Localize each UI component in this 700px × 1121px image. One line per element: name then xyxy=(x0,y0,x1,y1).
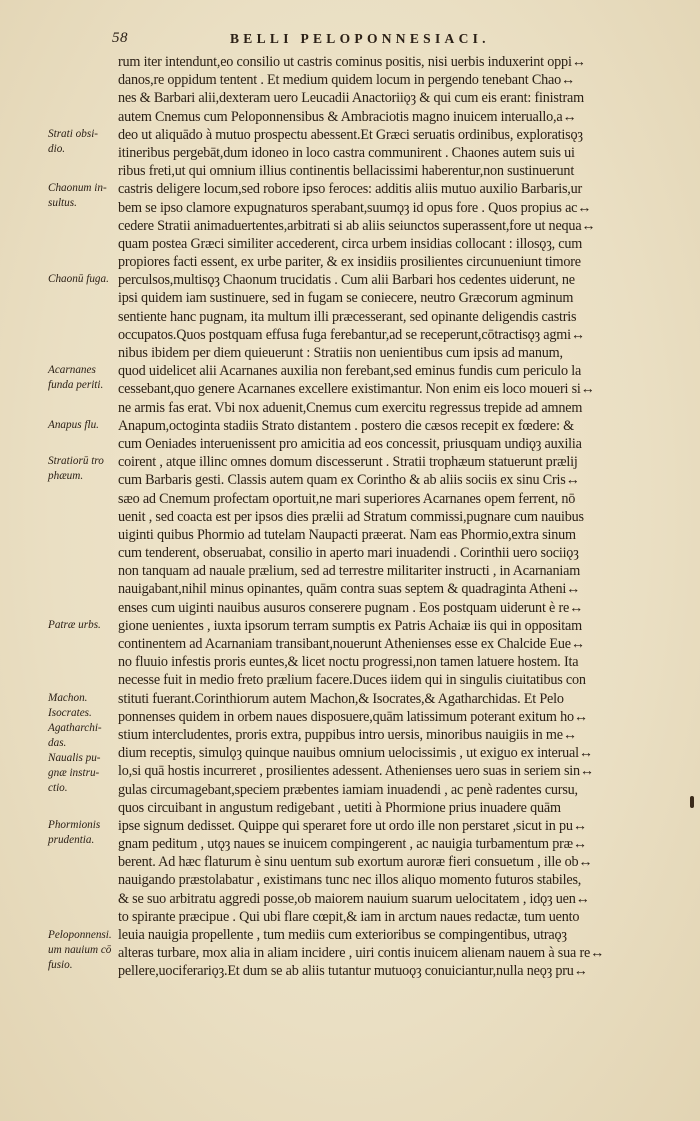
margin-note: Phormionis prudentia. xyxy=(48,819,101,847)
text-line: cum Barbaris gesti. Classis autem quam ex Corintho & ab aliis sociis ex sinu Cris↔ xyxy=(118,472,580,489)
text-line: Anapum,octoginta stadiis Strato distantem . postero die cæsos recepit ex fœdere: & xyxy=(118,417,575,434)
page-header xyxy=(112,30,672,52)
margin-note: Patræ urbs. xyxy=(48,619,101,632)
text-line: coirent , atque illinc omnes domum discesserunt . Stratii trophæum statuerunt prælij xyxy=(118,454,578,471)
text-line: sæo ad Cnemum profectam oportuit,ne mari superiores Acarnanes opem ferrent, nō xyxy=(118,490,576,507)
text-line: uiginti quibus Phormio ad tutelam Naupacti præerat. Nam eas Phormio,extra sinum xyxy=(118,526,576,543)
text-line: quod uidelicet alii Acarnanes auxilia non ferebant,sed eminus fundis cum periculo la xyxy=(118,363,582,380)
text-line: pellere,uociferariǫȝ.Et dum se ab aliis tutantur mutuoǫȝ conuiciantur,nulla neǫȝ pru↔ xyxy=(118,963,588,980)
text-line: rum iter intendunt,eo consilio ut castris cominus positis, nisi uerbis induxerint oppi↔ xyxy=(118,54,586,70)
main-text-column xyxy=(118,53,678,981)
text-line: ponnenses quidem in orbem naues disposuere,quām latissimum poterant exitum ho↔ xyxy=(118,708,588,725)
text-line: nes & Barbari alii,dexteram uero Leucadii Anactoriiǫȝ & qui cum eis erant: finistram xyxy=(118,90,584,107)
text-line: uenit , sed coacta est per ipsos dies prælii ad Stratum commissi,pugnare cum nauibus xyxy=(118,508,584,525)
text-line: quos circuibant in angustum redigebant , uetiti à Phormione prius inuadere quām xyxy=(118,799,561,816)
text-line: nauigando præstolabatur , existimans tunc nec illos aliquo momento futuros stabiles, xyxy=(118,872,582,889)
text-line: non tanquam ad nauale prælium, sed ad terrestre militariter instructi , in Acarnaniam xyxy=(118,563,581,580)
margin-note: Stratiorū tro phæum. xyxy=(48,455,104,483)
text-line: gnam peditum , utǫȝ naues se inuicem compingerent , ac nauigia turbamentum præ↔ xyxy=(118,836,587,853)
ink-speck xyxy=(690,796,694,808)
text-line: ipsi quidem iam sustinuere, sed in fugam se coniecere, neutro Græcorum agminum xyxy=(118,290,574,307)
text-line: castris deligere locum,sed robore ipso feroces: additis aliis mutuo auxilio Barbaris,ur xyxy=(118,181,583,198)
margin-note: Chaonū fuga. xyxy=(48,273,109,286)
text-line: cum Oeniades interuenissent pro amicitia ad eos concessit, priusquam undiǫȝ auxilia xyxy=(118,435,582,452)
text-line: cedere Stratii animaduertentes,arbitrati si ab aliis seiunctos superassent,fore ut nequa↔ xyxy=(118,217,596,234)
text-line: to spirante præcipue . Qui ubi flare cœpit,& iam in arctum naues redactæ, tum uento xyxy=(118,908,580,925)
running-head: BELLI PELOPONNESIACI. xyxy=(230,31,490,46)
text-line: sentiente hanc pugnam, ita multum illi præcesserant, sed opinante deligendis castris xyxy=(118,308,577,325)
text-line: itineribus pergebāt,dum idoneo in loco castra communirent . Chaones autem suis ui xyxy=(118,144,575,161)
text-line: cum tenderent, obseruabat, consilio in aperto mari inuadendi . Corinthii uero sociiǫȝ xyxy=(118,545,579,562)
text-line: leuia nauigia propellente , tum mediis cum exterioribus se compingentibus, utraǫȝ xyxy=(118,927,567,943)
margin-note: Machon. Isocrates. Agatharchi- das. Naualis pu- gnæ instru- ctio. xyxy=(48,692,102,794)
text-line: occupatos.Quos postquam effusa fuga ferebantur,ad se receperunt,cōtractisǫȝ agmi↔ xyxy=(118,326,585,343)
margin-note: Anapus flu. xyxy=(48,419,99,431)
text-line: necesse fuit in medio freto prælium facere.Duces iidem qui in singulis ciuitatibus con xyxy=(118,672,586,689)
margin-note: Strati obsi- dio. xyxy=(48,127,99,155)
text-line: bem se ipso clamore expugnaturos sperabant,suumǫȝ id opus fore . Quos propius ac↔ xyxy=(118,199,592,216)
text-line: propiores facti essent, ex urbe pariter, & ex insidiis prosilientes circunueniunt timore xyxy=(118,254,581,271)
margin-note: Peloponnensi. um nauium cō fusio. xyxy=(48,928,112,971)
text-line: autem Cnemus cum Peloponnensibus & Ambraciotis magno inuicem interuallo,a↔ xyxy=(118,108,577,125)
text-line: perculsos,multisǫȝ Chaonum trucidatis . Cum alii Barbari hos cedentes uiderunt, ne xyxy=(118,272,575,289)
text-line: deo ut aliquādo à mutuo prospectu abessent.Et Græci seruatis ordinibus, exploratisǫȝ xyxy=(118,126,583,143)
text-line: gione uenientes , iuxta ipsorum terram sumptis ex Patris Achaiæ iis qui in oppositam xyxy=(118,617,582,634)
text-line: nibus ibidem per diem quieuerunt : Stratiis non uenientibus cum ipsis ad manum, xyxy=(118,345,563,361)
text-line: stituti fuerant.Corinthiorum autem Machon,& Isocrates,& Agatharchidas. Et Pelo xyxy=(118,690,564,707)
text-line: ribus freti,ut qui omnium illius continentis bellacissimi haberentur,non sustinuerunt xyxy=(118,163,575,180)
text-line: stium intercludentes, proris extra, puppibus intro uersis, minoribus nauigiis in me↔ xyxy=(118,726,577,743)
margin-note: Chaonum in- sultus. xyxy=(48,182,107,210)
text-line: ipse signum dedisset. Quippe qui speraret fore ut ordo ille non perstaret ,sicut in pu↔ xyxy=(118,817,587,834)
text-line: gulas circumagebant,speciem præbentes iamiam inuadendi , ac penè radentes cursu, xyxy=(118,781,578,798)
text-line: no fluuio infestis proris euntes,& licet noctu progressi,non tamen latuere hostem. Ita xyxy=(118,654,579,671)
text-line: nauigabant,nihil minus opinantes, quām contra suas septem & quadraginta Atheni↔ xyxy=(118,581,581,598)
text-line: & se suo arbitratu aggredi posse,ob maiorem nauium suarum uelocitatem , idǫȝ uen↔ xyxy=(118,890,590,907)
text-line: danos,re oppidum tentent . Et medium quidem locum in pergendo tenebant Chao↔ xyxy=(118,72,575,89)
text-line: quam postea Græci similiter accederent, circa urbem insidias collocant : illosǫȝ, cum xyxy=(118,235,583,252)
text-line: dium receptis, simulǫȝ quinque nauibus omnium uelocissimis , ut exiguo ex interual↔ xyxy=(118,745,593,762)
text-line: alteras turbare, mox alia in aliam incidere , uiri contis inuicem alienam nauem à sua re↔ xyxy=(118,945,605,962)
text-line: continentem ad Acarnaniam transibant,nouerunt Athenienses esse ex Chalcide Eue↔ xyxy=(118,636,585,652)
text-line: ne armis fas erat. Vbi nox aduenit,Cnemus cum exercitu regressus trepide ad amnem xyxy=(118,399,583,416)
text-line: lo,si quā hostis incurreret , prosilientes adessent. Athenienses uero suas in seriem sin↔ xyxy=(118,763,594,780)
text-line: berent. Ad hæc flaturum è sinu uentum sub exortum auroræ fieri consuetum , ille ob↔ xyxy=(118,854,593,871)
text-line: cessebant,quo genere Acarnanes excellere existimantur. Non enim eis loco moueri si↔ xyxy=(118,381,595,398)
page-number: 58 xyxy=(112,30,128,46)
text-line: enses cum uiginti nauibus ausuros conserere pugnam . Eos postquam uiderunt è re↔ xyxy=(118,599,584,616)
margin-note: Acarnanes funda periti. xyxy=(48,364,104,392)
